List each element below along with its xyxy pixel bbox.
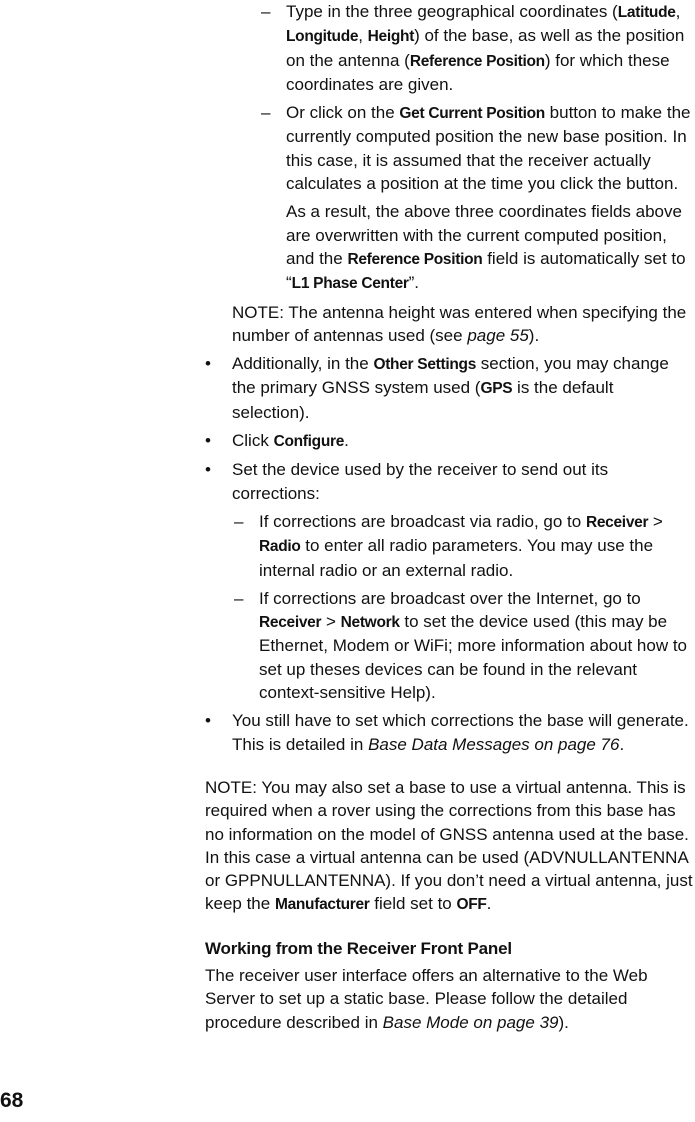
sub-item-coordinates: – Type in the three geographical coordinates (Latitude, Longitude, Height) of the base, as well as the position on the antenna (Reference Position) for which these coordinates are given. [261, 2, 685, 94]
bullet-set-device: • Set the device used by the receiver to send out its corrections: – If corrections are broadcast via radio, go to Receiver > Radio to enter all radio parameters. You may use the internal radio or an external radio. – If corrections are broadcast over the Internet, go to Receiver > Network to set the device used (this may be Ethernet, Modem or WiFi; more information about how to set up theses devices can be found in the relevant context-sensitive Help). [205, 458, 695, 704]
dash-marker: – [261, 103, 271, 123]
latitude-term: Latitude [617, 4, 676, 21]
reference-position-term: Reference Position [347, 250, 483, 268]
height-term: Height [367, 28, 415, 46]
page-content [205, 0, 695, 1034]
note-virtual-antenna: NOTE: You may also set a base to use a virtual antenna. This is required when a rover using the corrections from this base has no information on the model of GNSS antenna used at the base. In this case a virtual antenna can be used (ADVNULLANTENNA or GPPNULLANTENNA). If you don’t need a virtual antenna, just keep the Manufacturer field set to OFF. [205, 777, 693, 914]
section-paragraph: The receiver user interface offers an alternative to the Web Server to set up a static base. Please follow the detailed procedure described in Base Mode on page 39). [205, 965, 648, 1032]
page-55-link[interactable]: page 55 [467, 325, 529, 345]
page-number: 68 [0, 1089, 24, 1112]
bullet-marker: • [205, 460, 211, 480]
off-term: OFF [456, 896, 487, 914]
receiver-term: Receiver [585, 513, 649, 531]
get-current-position-term: Get Current Position [399, 105, 545, 123]
sub-item-get-current-position: – Or click on the Get Current Position button to make the currently computed position the new base position. In this case, it is assumed that the receiver actually calculates a position at the time you click the button. [261, 103, 691, 194]
sub-item-result-paragraph: As a result, the above three coordinates fields above are overwritten with the current computed position, and the Reference Position field is automatically set to “L1 Phase Center”. [286, 202, 686, 293]
bullet-corrections: • You still have to set which corrections the base will generate. This is detailed in Base Data Messages on page 76. [205, 711, 689, 754]
bullet-other-settings: • Additionally, in the Other Settings section, you may change the primary GNSS system used (GPS is the default selection). [205, 354, 669, 422]
l1-phase-center-term: L1 Phase Center [291, 275, 409, 293]
sub-item-internet: – If corrections are broadcast over the Internet, go to Receiver > Network to set the device used (this may be Ethernet, Modem or WiFi; more information about how to set up theses devices can be found in the relevant context-sensitive Help). [234, 588, 688, 703]
bullet-click-configure: • Click Configure. [205, 429, 695, 453]
receiver-term: Receiver [259, 614, 322, 632]
sub-item-radio: – If corrections are broadcast via radio, go to Receiver > Radio to enter all radio parameters. You may use the internal radio or an external radio. [234, 511, 663, 580]
longitude-term: Longitude [286, 28, 359, 46]
manufacturer-term: Manufacturer [274, 896, 370, 914]
bullet-marker: • [205, 711, 211, 731]
base-data-messages-link[interactable]: Base Data Messages on page 76 [368, 734, 620, 754]
bullet-marker: • [205, 431, 211, 451]
note-antenna-height: NOTE: The antenna height was entered when specifying the number of antennas used (see page 55). [232, 302, 687, 345]
configure-term: Configure [273, 433, 345, 451]
other-settings-term: Other Settings [373, 356, 477, 374]
dash-marker: – [234, 588, 244, 608]
network-term: Network [340, 614, 400, 632]
radio-term: Radio [259, 538, 301, 556]
dash-marker: – [234, 511, 244, 531]
dash-marker: – [261, 2, 271, 21]
base-mode-link[interactable]: Base Mode on page 39 [382, 1012, 559, 1032]
bullet-marker: • [205, 354, 211, 374]
continued-bullet-block-2 [205, 101, 695, 295]
continued-bullet-block [205, 0, 695, 96]
gps-term: GPS [480, 380, 513, 398]
reference-position-term: Reference Position [409, 52, 545, 70]
section-heading: Working from the Receiver Front Panel [205, 938, 512, 958]
